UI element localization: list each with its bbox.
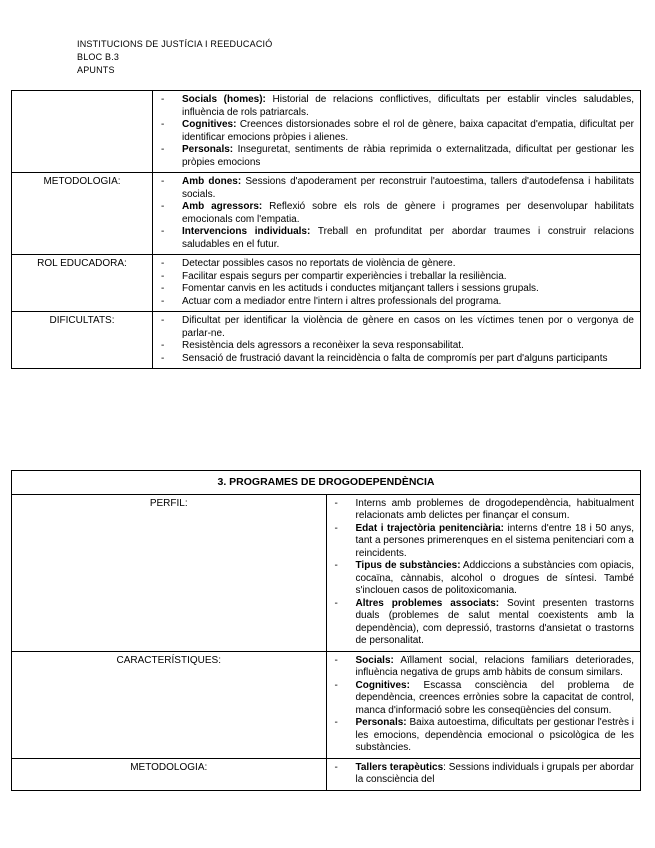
list-item <box>333 762 635 787</box>
item-text: Historial de relacions conflictives, dificultats per establir vincles saludables, influència de rols patriarcals. <box>182 94 634 118</box>
row-content <box>326 651 641 758</box>
gender-violence-table <box>11 90 641 369</box>
list-item <box>159 296 634 309</box>
list-item <box>159 176 634 201</box>
list-item <box>159 226 634 251</box>
list-item <box>159 144 634 169</box>
header-notes: APUNTS <box>77 65 115 75</box>
item-text: Baixa autoestima, dificultats per gestionar l'estrès i les emocions, dependència emocional o psicològica de les substàncies. <box>355 717 634 753</box>
list-item <box>333 523 635 561</box>
item-text: Facilitar espais segurs per compartir experiències i treballar la resiliència. <box>182 270 507 282</box>
item-text: Interns amb problemes de drogodependència, habitualment relacionats amb delictes per finançar el consum. <box>355 497 634 521</box>
item-term: Cognitives: <box>355 679 410 691</box>
item-text: interns d'entre 18 i 50 anys, tant a persones primerenques en el sistema penitenciari com a reincidents. <box>355 522 634 559</box>
item-text: Sessions d'apoderament per reconstruir l'autoestima, tallers d'autodefensa i habilitats socials. <box>182 176 634 200</box>
item-term: Amb dones: <box>182 176 242 187</box>
row-label: METODOLOGIA: <box>12 173 153 255</box>
list-item <box>159 283 634 296</box>
item-term: Personals: <box>182 144 234 155</box>
item-term: Personals: <box>355 717 407 728</box>
bullet-list <box>333 762 635 787</box>
bullet-list <box>159 94 634 169</box>
item-text: Creences distorsionades sobre el rol de gènere, baixa capacitat d'empatia, dificultat per identificar emocions pròpies i alienes. <box>182 119 634 143</box>
item-text: Sensació de frustració davant la reincidència o falta de compromís per part d'alguns participants <box>182 352 608 364</box>
list-item <box>333 598 635 648</box>
list-item <box>333 498 635 523</box>
table-row <box>12 173 641 255</box>
list-item <box>159 353 634 366</box>
table-row <box>12 91 641 173</box>
item-text: Actuar com a mediador entre l'intern i altres professionals del programa. <box>182 295 502 307</box>
row-content <box>153 255 641 312</box>
item-text: Reflexió sobre els rols de gènere i programes per desenvolupar habilitats emocionals com l'empatia. <box>182 201 634 225</box>
row-content <box>153 91 641 173</box>
item-text: Sovint presenten trastorns duals (problemes de salut mental coexistents amb la dependència), com depressió, trastorns d'ansietat o trastorns de personalitat. <box>355 597 635 646</box>
item-term: Edat i trajectòria penitenciària: <box>355 522 504 534</box>
header-institution: INSTITUCIONS DE JUSTÍCIA I REEDUCACIÓ <box>77 39 273 49</box>
row-content <box>326 758 641 790</box>
item-text: Inseguretat, sentiments de ràbia reprimida o externalitzada, dificultat per gestionar les pròpies emocions <box>182 144 634 168</box>
item-text: Detectar possibles casos no reportats de violència de gènere. <box>182 258 456 269</box>
item-term: Intervencions individuals: <box>182 226 311 237</box>
item-term: Socials: <box>355 654 394 666</box>
list-item <box>159 340 634 353</box>
item-term: Tallers terapèutics <box>355 761 444 773</box>
item-text: Addiccions a substàncies com opiacis, cocaïna, cànnabis, alcohol o drogues de síntesi. També s'inclouen casos de politoxicomania. <box>355 560 635 596</box>
item-text: Dificultat per identificar la violència de gènere en casos on les víctimes tenen por o vergonya de parlar-ne. <box>182 315 634 339</box>
header-block: BLOC B.3 <box>77 52 120 62</box>
item-term: Altres problemes associats: <box>355 597 500 609</box>
list-item <box>159 94 634 119</box>
item-text: Treball en profunditat per abordar traumes i construir relacions saludables en el futur. <box>182 226 635 250</box>
row-label: METODOLOGIA: <box>12 758 327 790</box>
row-content <box>326 494 641 651</box>
table-row <box>12 312 641 369</box>
document-header <box>77 38 272 77</box>
item-term: Socials (homes): <box>182 94 266 105</box>
item-term: Tipus de substàncies: <box>355 560 461 571</box>
table-title-row <box>12 471 641 495</box>
row-content <box>153 173 641 255</box>
table-row <box>12 758 641 790</box>
bullet-list <box>159 176 634 251</box>
row-label: ROL EDUCADORA: <box>12 255 153 312</box>
list-item <box>333 655 635 680</box>
table-row <box>12 255 641 312</box>
row-label: DIFICULTATS: <box>12 312 153 369</box>
table-row <box>12 494 641 651</box>
row-content <box>153 312 641 369</box>
bullet-list <box>333 655 635 755</box>
list-item <box>159 119 634 144</box>
bullet-list <box>333 498 635 648</box>
list-item <box>159 201 634 226</box>
item-text: Resistència dels agressors a reconèixer la seva responsabilitat. <box>182 340 464 351</box>
item-text: Aïllament social, relacions familiars deteriorades, influència negativa de grups amb hàbits de consum similars. <box>355 654 634 678</box>
list-item <box>333 560 635 598</box>
list-item <box>159 315 634 340</box>
list-item <box>159 271 634 284</box>
list-item <box>333 717 635 755</box>
list-item <box>333 680 635 718</box>
row-label <box>12 91 153 173</box>
list-item <box>159 258 634 271</box>
table-row <box>12 651 641 758</box>
row-label: PERFIL: <box>12 494 327 651</box>
bullet-list <box>159 315 634 365</box>
section-title: 3. PROGRAMES DE DROGODEPENDÈNCIA <box>12 471 641 495</box>
item-text: Fomentar canvis en les actituds i conductes mitjançant tallers i sessions grupals. <box>182 283 539 294</box>
item-term: Cognitives: <box>182 119 237 130</box>
item-term: Amb agressors: <box>182 201 263 212</box>
item-text: : Sessions individuals i grupals per abordar la consciència del <box>355 761 634 785</box>
item-text: Escassa consciència del problema de dependència, creences errònies sobre la capacitat de control, manca d'informació sobre les conseqüències del consum. <box>355 679 634 716</box>
row-label: CARACTERÍSTIQUES: <box>12 651 327 758</box>
bullet-list <box>159 258 634 308</box>
drug-dependency-table <box>11 470 641 791</box>
